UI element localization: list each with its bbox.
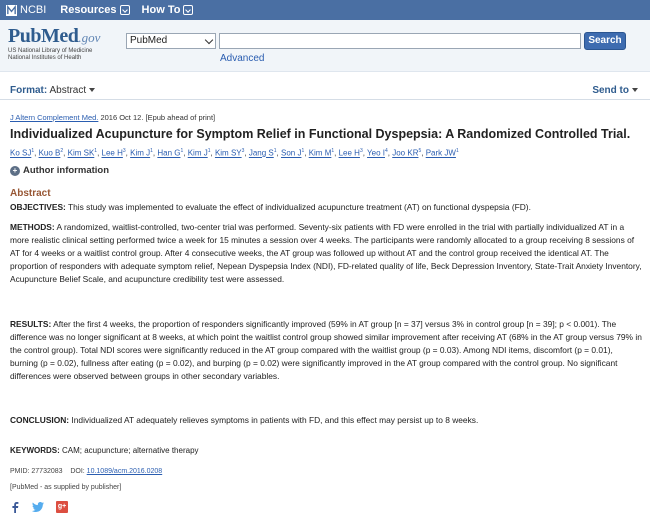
results-label: RESULTS: bbox=[10, 319, 52, 329]
nih-label: National Institutes of Health bbox=[8, 55, 82, 61]
author-link[interactable]: Jang S bbox=[248, 148, 274, 158]
author-affiliation-number: 1 bbox=[180, 148, 184, 154]
author-link[interactable]: Kim M bbox=[308, 148, 332, 158]
author-link[interactable]: Han G bbox=[157, 148, 181, 158]
abstract-results bbox=[10, 318, 642, 383]
author-link[interactable]: Park JW bbox=[425, 148, 456, 158]
author-separator: , bbox=[97, 148, 102, 158]
author-affiliation-number: 1 bbox=[207, 148, 211, 154]
expand-plus-icon: + bbox=[10, 166, 20, 176]
author-affiliation-number: 5 bbox=[418, 148, 422, 154]
conclusion-label: CONCLUSION: bbox=[10, 415, 70, 425]
search-button[interactable]: Search bbox=[584, 32, 626, 50]
format-bar bbox=[0, 82, 650, 100]
ncbi-topbar bbox=[0, 0, 650, 20]
ncbi-logo[interactable] bbox=[6, 4, 46, 16]
author-affiliation-number: 1 bbox=[94, 148, 98, 154]
source-note: [PubMed - as supplied by publisher] bbox=[10, 484, 122, 491]
citation-line bbox=[10, 113, 215, 122]
author-separator: , bbox=[63, 148, 68, 158]
author-link[interactable]: Kim J bbox=[187, 148, 208, 158]
author-list bbox=[10, 148, 459, 158]
article-title: Individualized Acupuncture for Symptom Relief in Functional Dyspepsia: A Randomized Controlled Trial. bbox=[10, 127, 631, 141]
author-affiliation-number: 3 bbox=[359, 148, 363, 154]
database-selected: PubMed bbox=[130, 35, 168, 46]
how-to-label: How To bbox=[141, 4, 181, 16]
keywords bbox=[10, 444, 642, 457]
author-affiliation-number: 1 bbox=[455, 148, 459, 154]
share-bar bbox=[10, 501, 68, 513]
conclusion-text: Individualized AT adequately relieves symptoms in patients with FD, and this effect may persist up to 8 weeks. bbox=[69, 415, 479, 425]
author-link[interactable]: Joo KR bbox=[392, 148, 419, 158]
author-affiliation-number: 2 bbox=[60, 148, 64, 154]
methods-text: A randomized, waitlist-controlled, two-center trial was performed. Seventy-six patients with FD were enrolled in the trial with partially individualized AT in a more realistic clinical setting performed twice a week for 15 minutes a session over 4 weeks. The participants were randomly allocated to a group receiving 8 sessions of AT for 4 weeks or a waitlist control group. After 4 consecutive weeks, the AT group was followed up without AT and the control group received the identical AT. The proportion of responders with adequate symptom relief, Nepean Dyspepsia Index (NDI), FD-related quality of life, Beck Depression Inventory, State-Trait Anxiety Inventory, Acupuncture Belief Scale, and acupuncture credibility test were assessed. bbox=[10, 222, 642, 285]
author-link[interactable]: Kim SY bbox=[214, 148, 242, 158]
resources-menu[interactable] bbox=[60, 4, 129, 16]
resources-label: Resources bbox=[60, 4, 117, 16]
author-link[interactable]: Kim SK bbox=[67, 148, 95, 158]
ncbi-logo-icon bbox=[6, 5, 17, 16]
database-select[interactable] bbox=[126, 33, 216, 49]
pmid: PMID: 27732083 bbox=[10, 468, 63, 475]
author-separator: , bbox=[304, 148, 309, 158]
author-separator: , bbox=[34, 148, 39, 158]
author-link[interactable]: Ko SJ bbox=[10, 148, 32, 158]
author-information-label: Author information bbox=[23, 165, 110, 176]
keywords-text: CAM; acupuncture; alternative therapy bbox=[59, 446, 199, 455]
google-plus-icon[interactable]: g+ bbox=[56, 501, 68, 513]
journal-link[interactable]: J Altern Complement Med. bbox=[10, 113, 99, 122]
author-link[interactable]: Yeo I bbox=[367, 148, 385, 158]
author-affiliation-number: 1 bbox=[150, 148, 153, 154]
chevron-down-icon bbox=[120, 5, 130, 15]
how-to-menu[interactable] bbox=[142, 4, 194, 16]
format-dropdown[interactable] bbox=[10, 85, 95, 96]
author-separator: , bbox=[362, 148, 368, 158]
facebook-icon[interactable] bbox=[10, 501, 20, 513]
send-to-label: Send to bbox=[592, 85, 629, 96]
objectives-label: OBJECTIVES: bbox=[10, 202, 66, 212]
send-to-dropdown[interactable] bbox=[592, 85, 638, 96]
author-separator: , bbox=[152, 148, 158, 158]
results-text: After the first 4 weeks, the proportion of responders significantly improved (59% in AT group [n = 37] versus 3% in control group [n = 39]; p < 0.001). The difference was no longer significant at 8 weeks, at which point the waitlist control group showed similar improvement after receiving AT (68% in the AT group versus 79% in the control group). Total NDI scores were significantly reduced in the AT group compared with the waitlist group (p = 0.03). Among NDI items, discomfort (p = 0.01), burning (p = 0.02), fullness after eating (p = 0.02), and burping (p = 0.02) were significantly improved in the AT group compared with the control group. No significant differences were observed between groups in other secondary variables. bbox=[10, 319, 642, 382]
citation-date: 2016 Oct 12. [Epub ahead of print] bbox=[98, 113, 216, 122]
abstract-methods bbox=[10, 221, 642, 286]
article-identifiers bbox=[10, 468, 162, 475]
format-label: Format: bbox=[10, 85, 48, 96]
author-link[interactable]: Kim J bbox=[130, 148, 151, 158]
author-separator: , bbox=[421, 148, 426, 158]
author-separator: , bbox=[183, 148, 188, 158]
author-separator: , bbox=[276, 148, 281, 158]
author-affiliation-number: 1 bbox=[273, 148, 277, 154]
author-affiliation-number: 1 bbox=[301, 148, 305, 154]
pubmed-logo-gov: .gov bbox=[78, 30, 101, 45]
doi-label: DOI: bbox=[70, 468, 87, 475]
author-separator: , bbox=[244, 148, 249, 158]
chevron-down-icon bbox=[183, 5, 193, 15]
author-separator: , bbox=[334, 148, 339, 158]
caret-down-icon bbox=[632, 88, 638, 92]
keywords-label: KEYWORDS: bbox=[10, 446, 60, 455]
author-separator: , bbox=[387, 148, 393, 158]
abstract-conclusion bbox=[10, 414, 642, 427]
advanced-search-link[interactable]: Advanced bbox=[220, 53, 265, 64]
author-affiliation-number: 3 bbox=[241, 148, 245, 154]
author-information-toggle[interactable] bbox=[10, 165, 109, 176]
pubmed-logo-word: PubMed bbox=[8, 25, 79, 47]
abstract-heading: Abstract bbox=[10, 188, 51, 199]
doi-link[interactable]: 10.1089/acm.2016.0208 bbox=[86, 468, 163, 475]
caret-down-icon bbox=[89, 88, 95, 92]
author-affiliation-number: 1 bbox=[331, 148, 335, 154]
nlm-label: US National Library of Medicine bbox=[8, 48, 93, 54]
author-link[interactable]: Son J bbox=[280, 148, 302, 158]
search-input[interactable] bbox=[219, 33, 581, 49]
author-link[interactable]: Lee H bbox=[101, 148, 123, 158]
objectives-text: This study was implemented to evaluate the effect of individualized acupuncture treatment (AT) on functional dyspepsia (FD). bbox=[65, 202, 531, 212]
author-affiliation-number: 4 bbox=[385, 148, 388, 154]
author-link[interactable]: Lee H bbox=[338, 148, 360, 158]
author-affiliation-number: 3 bbox=[122, 148, 126, 154]
twitter-icon[interactable] bbox=[32, 502, 44, 512]
author-separator: , bbox=[210, 148, 215, 158]
ncbi-logo-text: NCBI bbox=[20, 4, 47, 16]
format-value: Abstract bbox=[49, 85, 87, 96]
abstract-objectives bbox=[10, 201, 642, 214]
author-link[interactable]: Kuo B bbox=[38, 148, 61, 158]
author-separator: , bbox=[125, 148, 131, 158]
author-affiliation-number: 1 bbox=[31, 148, 35, 154]
methods-label: METHODS: bbox=[10, 222, 55, 232]
chevron-down-icon bbox=[205, 36, 213, 44]
search-header bbox=[0, 20, 650, 72]
pubmed-logo[interactable] bbox=[8, 25, 100, 62]
